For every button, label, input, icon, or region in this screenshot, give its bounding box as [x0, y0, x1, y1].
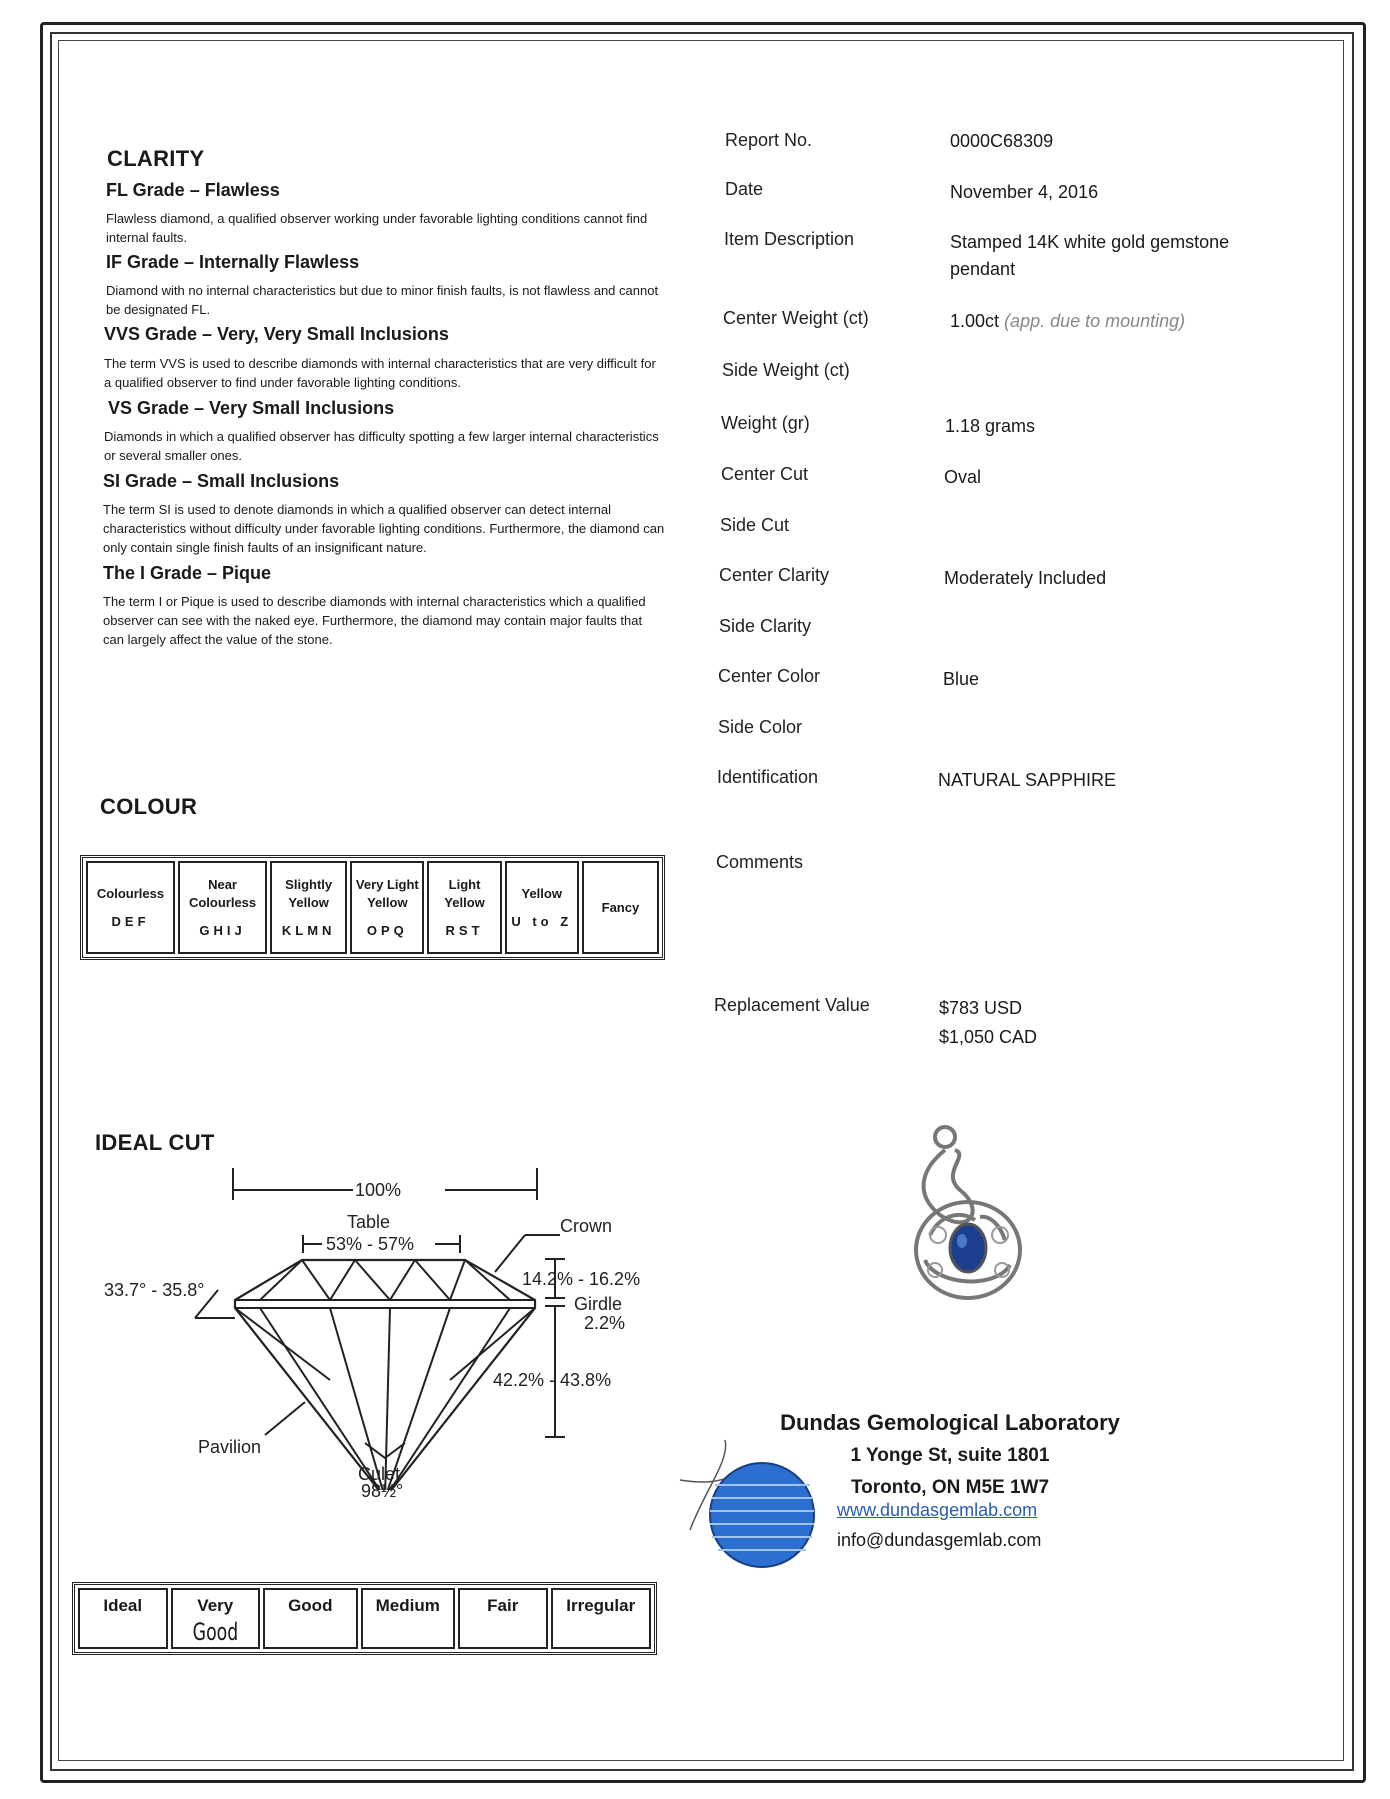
field-label: Identification	[717, 767, 819, 787]
cut-grade-label: Medium	[375, 1596, 440, 1615]
lab-contact-block	[760, 1408, 1140, 1504]
colour-codes: DEF	[111, 913, 150, 929]
cut-grade-cell	[263, 1588, 357, 1649]
colour-title: COLOUR	[100, 794, 198, 819]
colour-label: Fancy	[601, 899, 640, 915]
lab-email[interactable]: info@dundasgemlab.com	[837, 1530, 1042, 1550]
field-label: Side Clarity	[719, 616, 812, 636]
crown-angle-label: 33.7° - 35.8°	[104, 1280, 205, 1300]
field-label: Item Description	[724, 229, 855, 249]
colour-codes: U to Z	[511, 913, 573, 929]
field-label: Side Cut	[720, 515, 790, 535]
lab-address-line1: 1 Yonge St, suite 1801	[850, 1445, 1050, 1466]
cut-grade-label: Very	[197, 1596, 234, 1615]
colour-label: Light Yellow	[444, 876, 485, 910]
pendant-photo	[900, 1115, 1050, 1315]
width-pct-label: 100%	[355, 1180, 402, 1200]
colour-label: Near Colourless	[188, 876, 257, 910]
pavilion-depth-label: 42.2% - 43.8%	[493, 1370, 612, 1390]
field-label: Comments	[716, 852, 804, 872]
field-value: 1.18 grams	[945, 416, 1036, 436]
center-weight-note: (app. due to mounting)	[1004, 311, 1186, 331]
lab-name: Dundas Gemological Laboratory	[780, 1410, 1120, 1435]
cut-grade-table	[72, 1582, 657, 1655]
handwritten-grade: Good	[192, 1618, 239, 1646]
clarity-grade-text: The term I or Pique is used to describe diamonds with internal characteristics which a qualified observer can see with the naked eye. Furthermore, the diamond may contain major faults that can largely affect the value of the stone.	[103, 594, 646, 647]
girdle-label: Girdle	[574, 1294, 623, 1314]
field-label: Center Color	[718, 666, 821, 686]
field-value: Oval	[944, 467, 982, 487]
colour-cell	[178, 861, 267, 954]
crown-label: Crown	[560, 1216, 613, 1236]
colour-cell	[427, 861, 501, 954]
field-label: Report No.	[725, 130, 813, 150]
colour-label: Slightly Yellow	[285, 876, 333, 910]
field-label: Center Weight (ct)	[723, 308, 869, 328]
field-label: Weight (gr)	[721, 413, 810, 433]
clarity-grade-heading: The I Grade – Pique	[103, 563, 272, 583]
lab-address-line2: Toronto, ON M5E 1W7	[850, 1477, 1050, 1498]
colour-label: Colourless	[96, 885, 165, 901]
cut-grade-label: Fair	[487, 1596, 519, 1615]
clarity-grade-text: Diamonds in which a qualified observer has difficulty spotting a few larger internal characteristics or several smaller ones.	[104, 429, 659, 463]
field-label: Replacement Value	[714, 995, 870, 1015]
field-value: November 4, 2016	[950, 182, 1099, 202]
colour-codes: RST	[445, 922, 484, 938]
cut-grade-label: Good	[288, 1596, 333, 1615]
replacement-usd: $783 USD	[939, 998, 1023, 1018]
field-value	[950, 308, 1185, 335]
clarity-title: CLARITY	[107, 146, 205, 171]
table-pct-label: 53% - 57%	[326, 1234, 415, 1254]
cut-grade-cell	[458, 1588, 548, 1649]
cut-grade-cell	[78, 1588, 168, 1649]
colour-scale-table	[80, 855, 665, 960]
field-value: Stamped 14K white gold gemstone pendant	[950, 232, 1230, 279]
cut-grade-cell	[171, 1588, 261, 1649]
clarity-grade-text: Flawless diamond, a qualified observer working under favorable lighting conditions cannot find internal faults.	[106, 211, 648, 245]
girdle-pct-label: 2.2%	[584, 1313, 626, 1333]
table-label: Table	[347, 1212, 391, 1232]
field-label: Center Cut	[721, 464, 809, 484]
field-label: Date	[725, 179, 764, 199]
clarity-grade-heading: FL Grade – Flawless	[106, 180, 280, 200]
diamond-cut-diagram	[90, 1160, 680, 1490]
cut-grade-cell	[551, 1588, 651, 1649]
field-label: Side Color	[718, 717, 803, 737]
cut-grade-label: Ideal	[103, 1596, 143, 1615]
colour-codes: OPQ	[366, 922, 408, 938]
crown-height-label: 14.2% - 16.2%	[522, 1269, 641, 1289]
clarity-grade-text: The term SI is used to denote diamonds in which a qualified observer can detect internal characteristics without difficulty under favorable lighting conditions. Furthermore, the diamond can only contain single finish faults of an insignificant nature.	[103, 502, 665, 555]
lab-website-link[interactable]: www.dundasgemlab.com	[837, 1500, 1038, 1520]
field-value: Moderately Included	[944, 568, 1107, 588]
cut-grade-label: Irregular	[566, 1596, 636, 1615]
colour-label: Very Light Yellow	[355, 876, 419, 910]
clarity-grade-text: The term VVS is used to describe diamonds with internal characteristics that are very difficult for a qualified observer to find under favorable lighting conditions.	[104, 356, 656, 390]
ideal-cut-title: IDEAL CUT	[95, 1130, 215, 1155]
field-value: NATURAL SAPPHIRE	[938, 770, 1117, 790]
replacement-cad: $1,050 CAD	[939, 1027, 1038, 1047]
clarity-grade-heading: IF Grade – Internally Flawless	[106, 252, 360, 272]
clarity-grade-heading: VVS Grade – Very, Very Small Inclusions	[104, 324, 449, 344]
field-label: Center Clarity	[719, 565, 830, 585]
center-weight-value: 1.00ct	[950, 311, 1000, 331]
colour-cell	[350, 861, 424, 954]
colour-cell	[582, 861, 659, 954]
colour-cell	[505, 861, 579, 954]
clarity-grade-text: Diamond with no internal characteristics but due to minor finish faults, is not flawless and cannot be designated FL.	[106, 283, 659, 317]
field-value: 0000C68309	[950, 131, 1054, 151]
colour-cell	[270, 861, 347, 954]
field-value: Blue	[943, 669, 980, 689]
cut-grade-cell	[361, 1588, 455, 1649]
culet-label: Culet	[358, 1464, 401, 1484]
clarity-grade-heading: SI Grade – Small Inclusions	[103, 471, 340, 491]
clarity-grade-heading: VS Grade – Very Small Inclusions	[108, 398, 395, 418]
colour-label: Yellow	[521, 885, 562, 901]
culet-angle-label: 98½°	[361, 1481, 404, 1501]
colour-cell	[86, 861, 175, 954]
colour-codes: KLMN	[281, 922, 336, 938]
field-label: Side Weight (ct)	[722, 360, 850, 380]
pavilion-label: Pavilion	[198, 1437, 262, 1457]
colour-codes: GHIJ	[199, 922, 246, 938]
